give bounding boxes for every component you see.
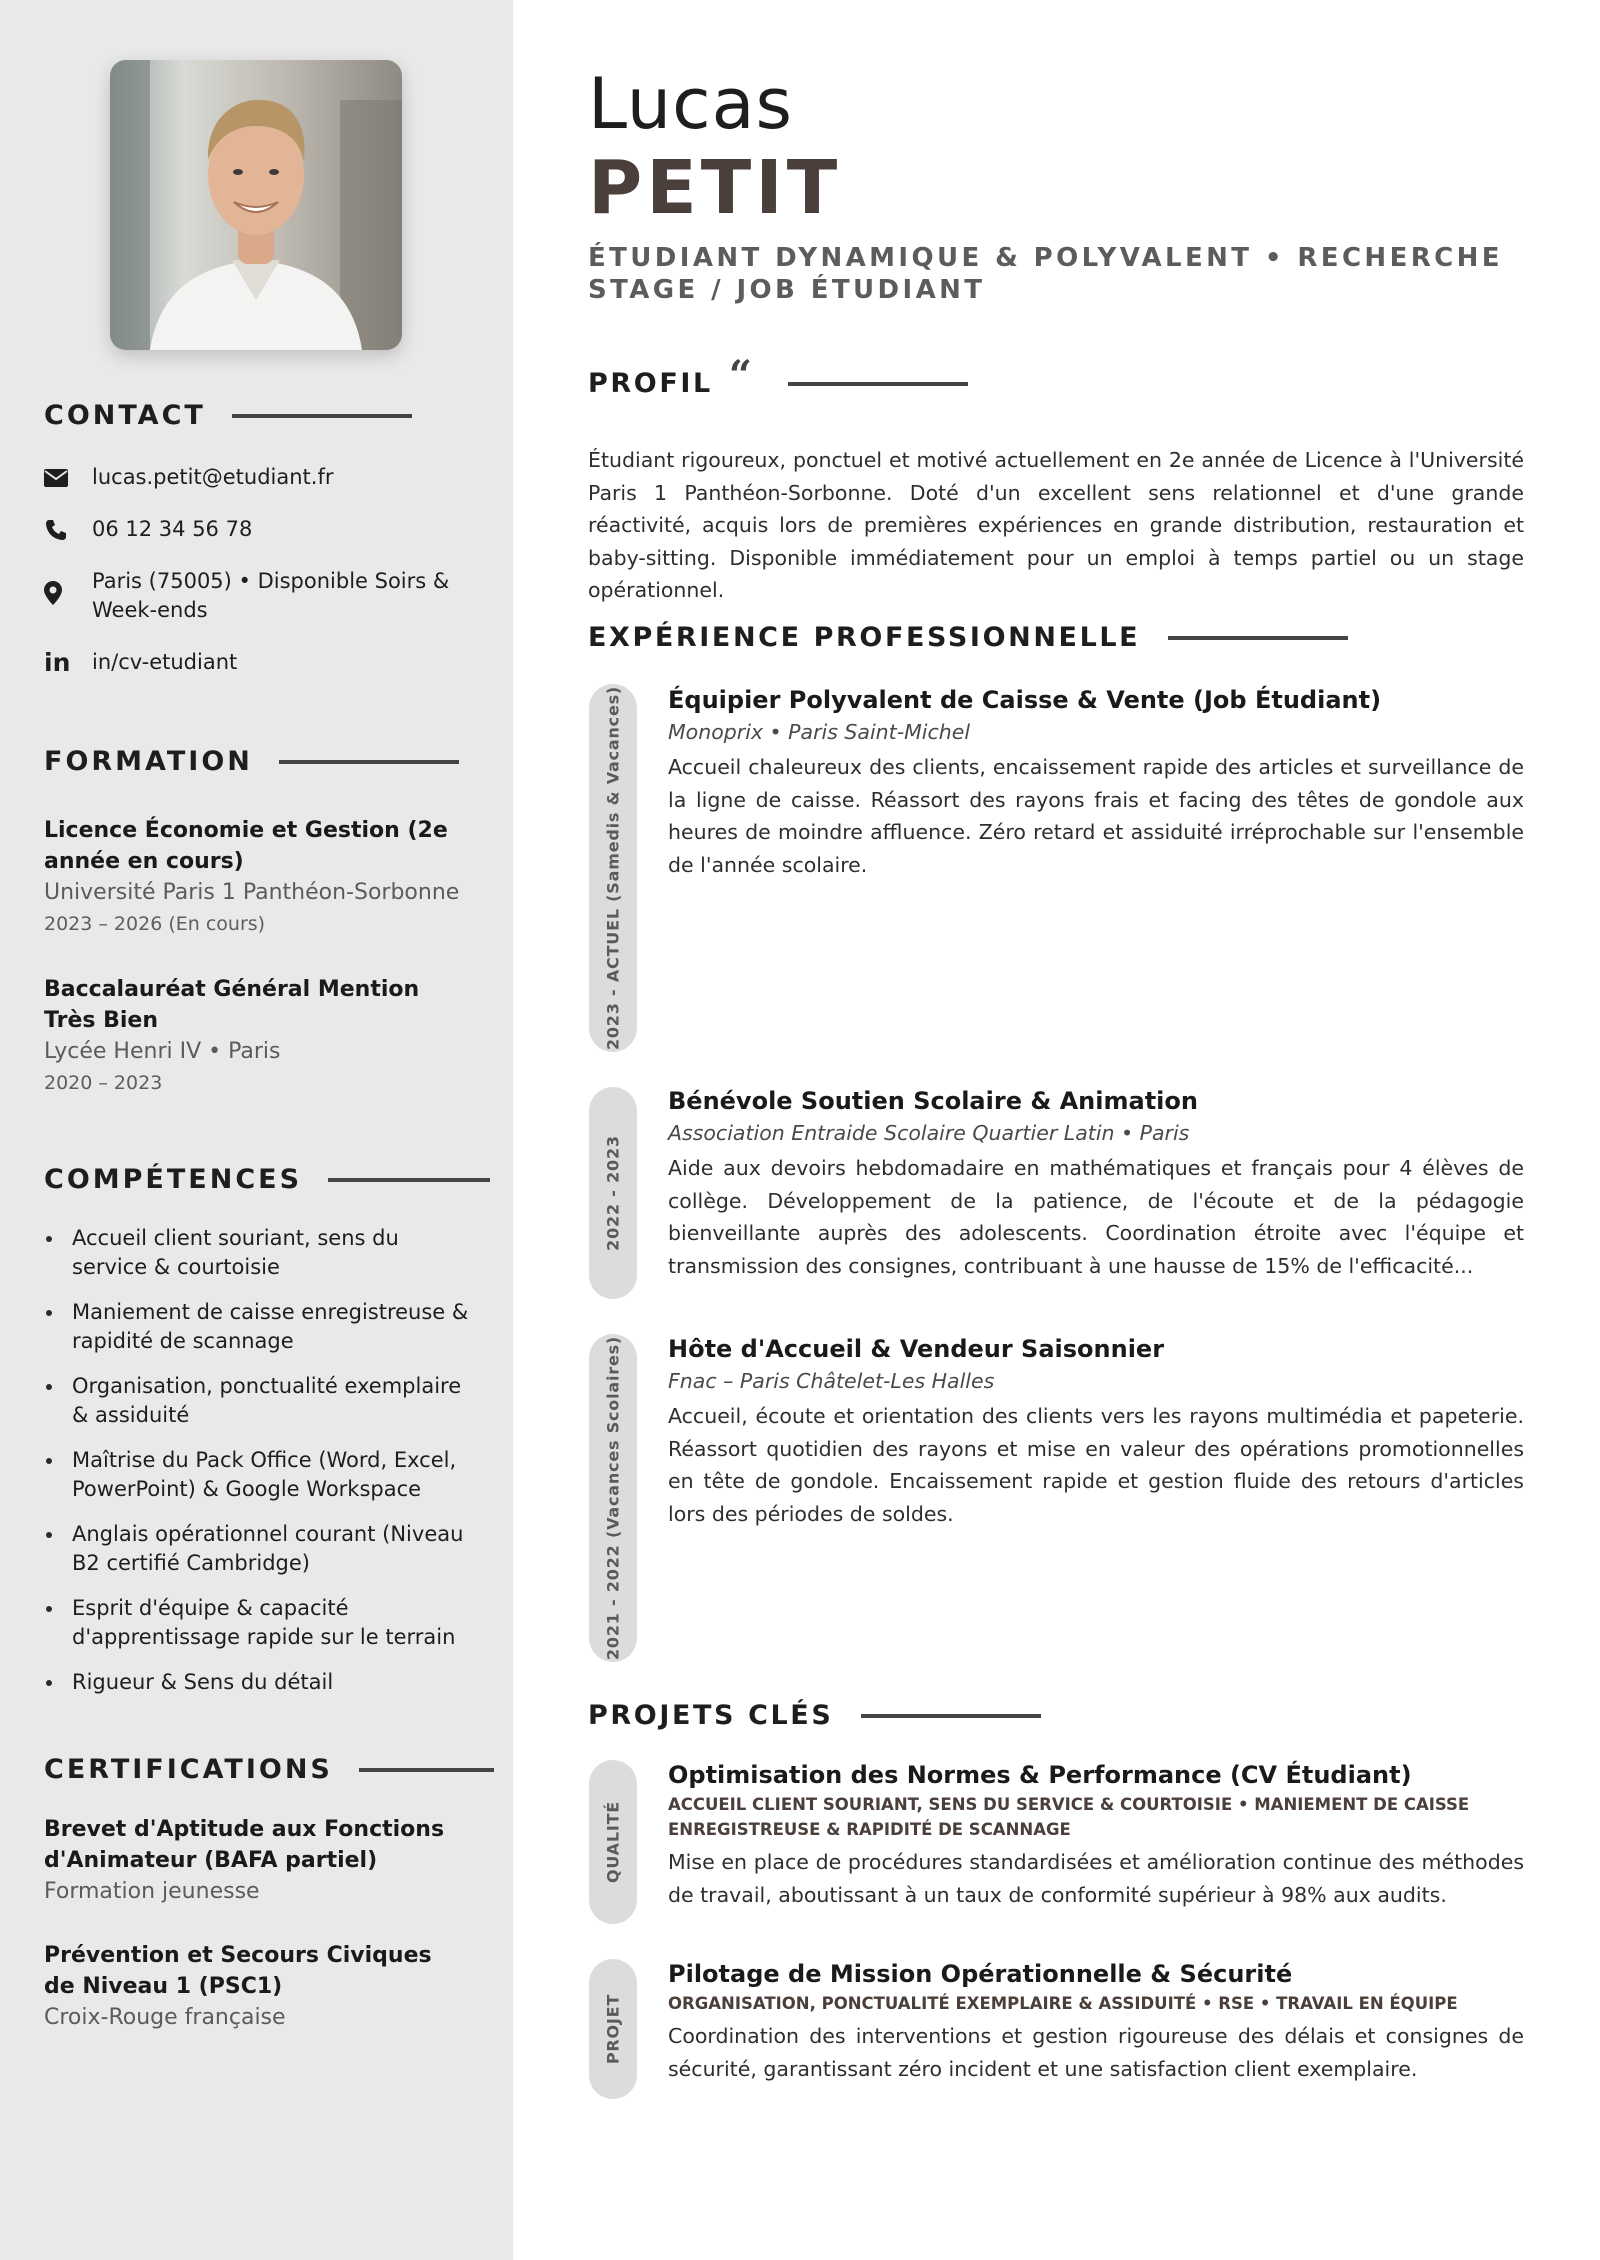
project-label-pill bbox=[589, 1760, 637, 1924]
contact-phone[interactable] bbox=[44, 515, 452, 544]
envelope-icon bbox=[44, 463, 92, 492]
projects-heading bbox=[588, 1700, 1041, 1731]
formation-heading bbox=[44, 746, 459, 777]
experience-company: Association Entraide Scolaire Quartier Latin • Paris bbox=[668, 1121, 1190, 1145]
skill-item: Maniement de caisse enregistreuse & rapidité de scannage bbox=[44, 1298, 474, 1356]
heading-rule bbox=[232, 414, 412, 418]
sidebar bbox=[0, 0, 513, 2260]
linkedin-text: in/cv-etudiant bbox=[92, 650, 238, 674]
contact-linkedin[interactable] bbox=[44, 648, 452, 677]
formation-school: Université Paris 1 Panthéon-Sorbonne bbox=[44, 880, 460, 905]
experience-description: Aide aux devoirs hebdomadaire en mathématiques et français pour 4 élèves de collège. Développement de la patience, de l'écoute et de la pédagogie bienveillante auprès des adolescents. Coordination étroite avec l'équipe et transmission des consignes, contribuant à une hausse de 15% de l'efficacité... bbox=[668, 1156, 1524, 1278]
experience-period-pill bbox=[589, 1087, 637, 1299]
project-label: QUALITÉ bbox=[603, 1800, 623, 1884]
experience-title: EXPÉRIENCE PROFESSIONNELLE bbox=[588, 622, 1141, 653]
certification-org: Croix-Rouge française bbox=[44, 2005, 286, 2030]
contact-heading bbox=[44, 400, 412, 431]
formation-dates: 2023 – 2026 (En cours) bbox=[44, 913, 266, 935]
project-tags: ACCUEIL CLIENT SOURIANT, SENS DU SERVICE & COURTOISIE • MANIEMENT DE CAISSE ENREGISTREUSE & RAPIDITÉ DE SCANNAGE bbox=[668, 1795, 1470, 1839]
formation-school: Lycée Henri IV • Paris bbox=[44, 1039, 281, 1064]
experience-title: Équipier Polyvalent de Caisse & Vente (Job Étudiant) bbox=[668, 686, 1382, 714]
skill-item: Rigueur & Sens du détail bbox=[44, 1668, 474, 1697]
skill-item: Accueil client souriant, sens du service & courtoisie bbox=[44, 1224, 474, 1282]
profile-title: PROFIL bbox=[588, 368, 713, 399]
contact-location bbox=[44, 567, 452, 625]
certification-item bbox=[44, 1814, 464, 1908]
experience-period: 2022 - 2023 bbox=[603, 1135, 623, 1251]
location-pin-icon bbox=[44, 567, 92, 596]
project-description: Coordination des interventions et gestion rigoureuse des délais et consignes de sécurité, garantissant zéro incident et une satisfaction client exemplaire. bbox=[668, 2024, 1524, 2081]
heading-rule bbox=[328, 1178, 490, 1182]
project-title: Pilotage de Mission Opérationnelle & Sécurité bbox=[668, 1960, 1293, 1988]
experience-description: Accueil, écoute et orientation des clients vers les rayons multimédia et papeterie. Réassort quotidien des rayons et mise en valeur des opérations promotionnelles en tête de gondole. Encaissement rapide et gestion fluide des retours d'articles lors des périodes de soldes. bbox=[668, 1404, 1524, 1526]
location-text: Paris (75005) • Disponible Soirs & Week-ends bbox=[92, 569, 450, 622]
project-title: Optimisation des Normes & Performance (CV Étudiant) bbox=[668, 1761, 1412, 1789]
formation-item bbox=[44, 815, 464, 939]
heading-rule bbox=[279, 760, 459, 764]
experience-title: Bénévole Soutien Scolaire & Animation bbox=[668, 1087, 1198, 1115]
skills-heading bbox=[44, 1164, 490, 1195]
profile-heading bbox=[588, 351, 968, 399]
contact-title: CONTACT bbox=[44, 400, 206, 431]
experience-period-pill bbox=[589, 684, 637, 1052]
experience-period: 2023 - ACTUEL (Samedis & Vacances) bbox=[603, 685, 623, 1051]
formation-degree: Licence Économie et Gestion (2e année en cours) bbox=[44, 818, 448, 874]
project-label-pill bbox=[589, 1959, 637, 2099]
experience-description: Accueil chaleureux des clients, encaissement rapide des articles et surveillance de la ligne de caisse. Réassort des rayons frais et facing des têtes de gondole aux heures de moindre affluence. Zéro retard et assiduité irréprochable sur l'ensemble de l'année scolaire. bbox=[668, 755, 1524, 877]
experience-item bbox=[668, 683, 1524, 881]
experience-item bbox=[668, 1332, 1524, 1530]
heading-rule bbox=[788, 382, 968, 386]
projects-title: PROJETS CLÉS bbox=[588, 1700, 834, 1731]
skills-list bbox=[44, 1224, 474, 1713]
certification-title: Prévention et Secours Civiques de Niveau 1 (PSC1) bbox=[44, 1943, 432, 1999]
certification-item bbox=[44, 1940, 464, 2034]
formation-item bbox=[44, 974, 464, 1098]
heading-rule bbox=[1168, 636, 1348, 640]
formation-title: FORMATION bbox=[44, 746, 253, 777]
quote-icon: “ bbox=[728, 351, 755, 399]
formation-dates: 2020 – 2023 bbox=[44, 1072, 163, 1094]
contact-email[interactable] bbox=[44, 463, 452, 492]
skill-item: Anglais opérationnel courant (Niveau B2 certifié Cambridge) bbox=[44, 1520, 474, 1578]
tagline: ÉTUDIANT DYNAMIQUE & POLYVALENT • RECHERCHE STAGE / JOB ÉTUDIANT bbox=[588, 243, 1503, 305]
email-text: lucas.petit@etudiant.fr bbox=[92, 465, 334, 489]
project-description: Mise en place de procédures standardisées et amélioration continue des méthodes de travail, aboutissant à un taux de conformité supérieur à 98% aux audits. bbox=[668, 1850, 1524, 1907]
project-item bbox=[668, 1957, 1524, 2085]
phone-text: 06 12 34 56 78 bbox=[92, 517, 253, 541]
experience-company: Fnac – Paris Châtelet-Les Halles bbox=[668, 1369, 995, 1393]
project-tags: ORGANISATION, PONCTUALITÉ EXEMPLAIRE & ASSIDUITÉ • RSE • TRAVAIL EN ÉQUIPE bbox=[668, 1994, 1458, 2013]
project-item bbox=[668, 1758, 1524, 1911]
profile-text: Étudiant rigoureux, ponctuel et motivé actuellement en 2e année de Licence à l'Université Paris 1 Panthéon-Sorbonne. Doté d'un excellent sens relationnel et d'une grande réactivité, acquis lors de premières expériences en grande distribution, restauration et baby-sitting. Disponible immédiatement pour un emploi à temps partiel ou un stage opérationnel. bbox=[588, 448, 1524, 602]
skills-title: COMPÉTENCES bbox=[44, 1164, 303, 1195]
experience-title: Hôte d'Accueil & Vendeur Saisonnier bbox=[668, 1335, 1165, 1363]
heading-rule bbox=[861, 1714, 1041, 1718]
skill-item: Maîtrise du Pack Office (Word, Excel, PowerPoint) & Google Workspace bbox=[44, 1446, 474, 1504]
project-label: PROJET bbox=[603, 1993, 623, 2065]
phone-icon bbox=[44, 515, 92, 544]
formation-degree: Baccalauréat Général Mention Très Bien bbox=[44, 977, 420, 1033]
profile-photo bbox=[110, 60, 402, 350]
experience-company: Monoprix • Paris Saint-Michel bbox=[668, 720, 971, 744]
certification-org: Formation jeunesse bbox=[44, 1879, 260, 1904]
experience-item bbox=[668, 1084, 1524, 1282]
linkedin-icon: in bbox=[44, 648, 71, 677]
certifications-title: CERTIFICATIONS bbox=[44, 1754, 333, 1785]
last-name: PETIT bbox=[588, 145, 842, 231]
certifications-heading bbox=[44, 1754, 494, 1785]
experience-period: 2021 - 2022 (Vacances Scolaires) bbox=[603, 1335, 623, 1661]
first-name: Lucas bbox=[588, 63, 793, 145]
experience-heading bbox=[588, 622, 1348, 653]
skill-item: Esprit d'équipe & capacité d'apprentissage rapide sur le terrain bbox=[44, 1594, 474, 1652]
heading-rule bbox=[359, 1768, 494, 1772]
experience-period-pill bbox=[589, 1334, 637, 1662]
certification-title: Brevet d'Aptitude aux Fonctions d'Animateur (BAFA partiel) bbox=[44, 1817, 445, 1873]
skill-item: Organisation, ponctualité exemplaire & assiduité bbox=[44, 1372, 474, 1430]
